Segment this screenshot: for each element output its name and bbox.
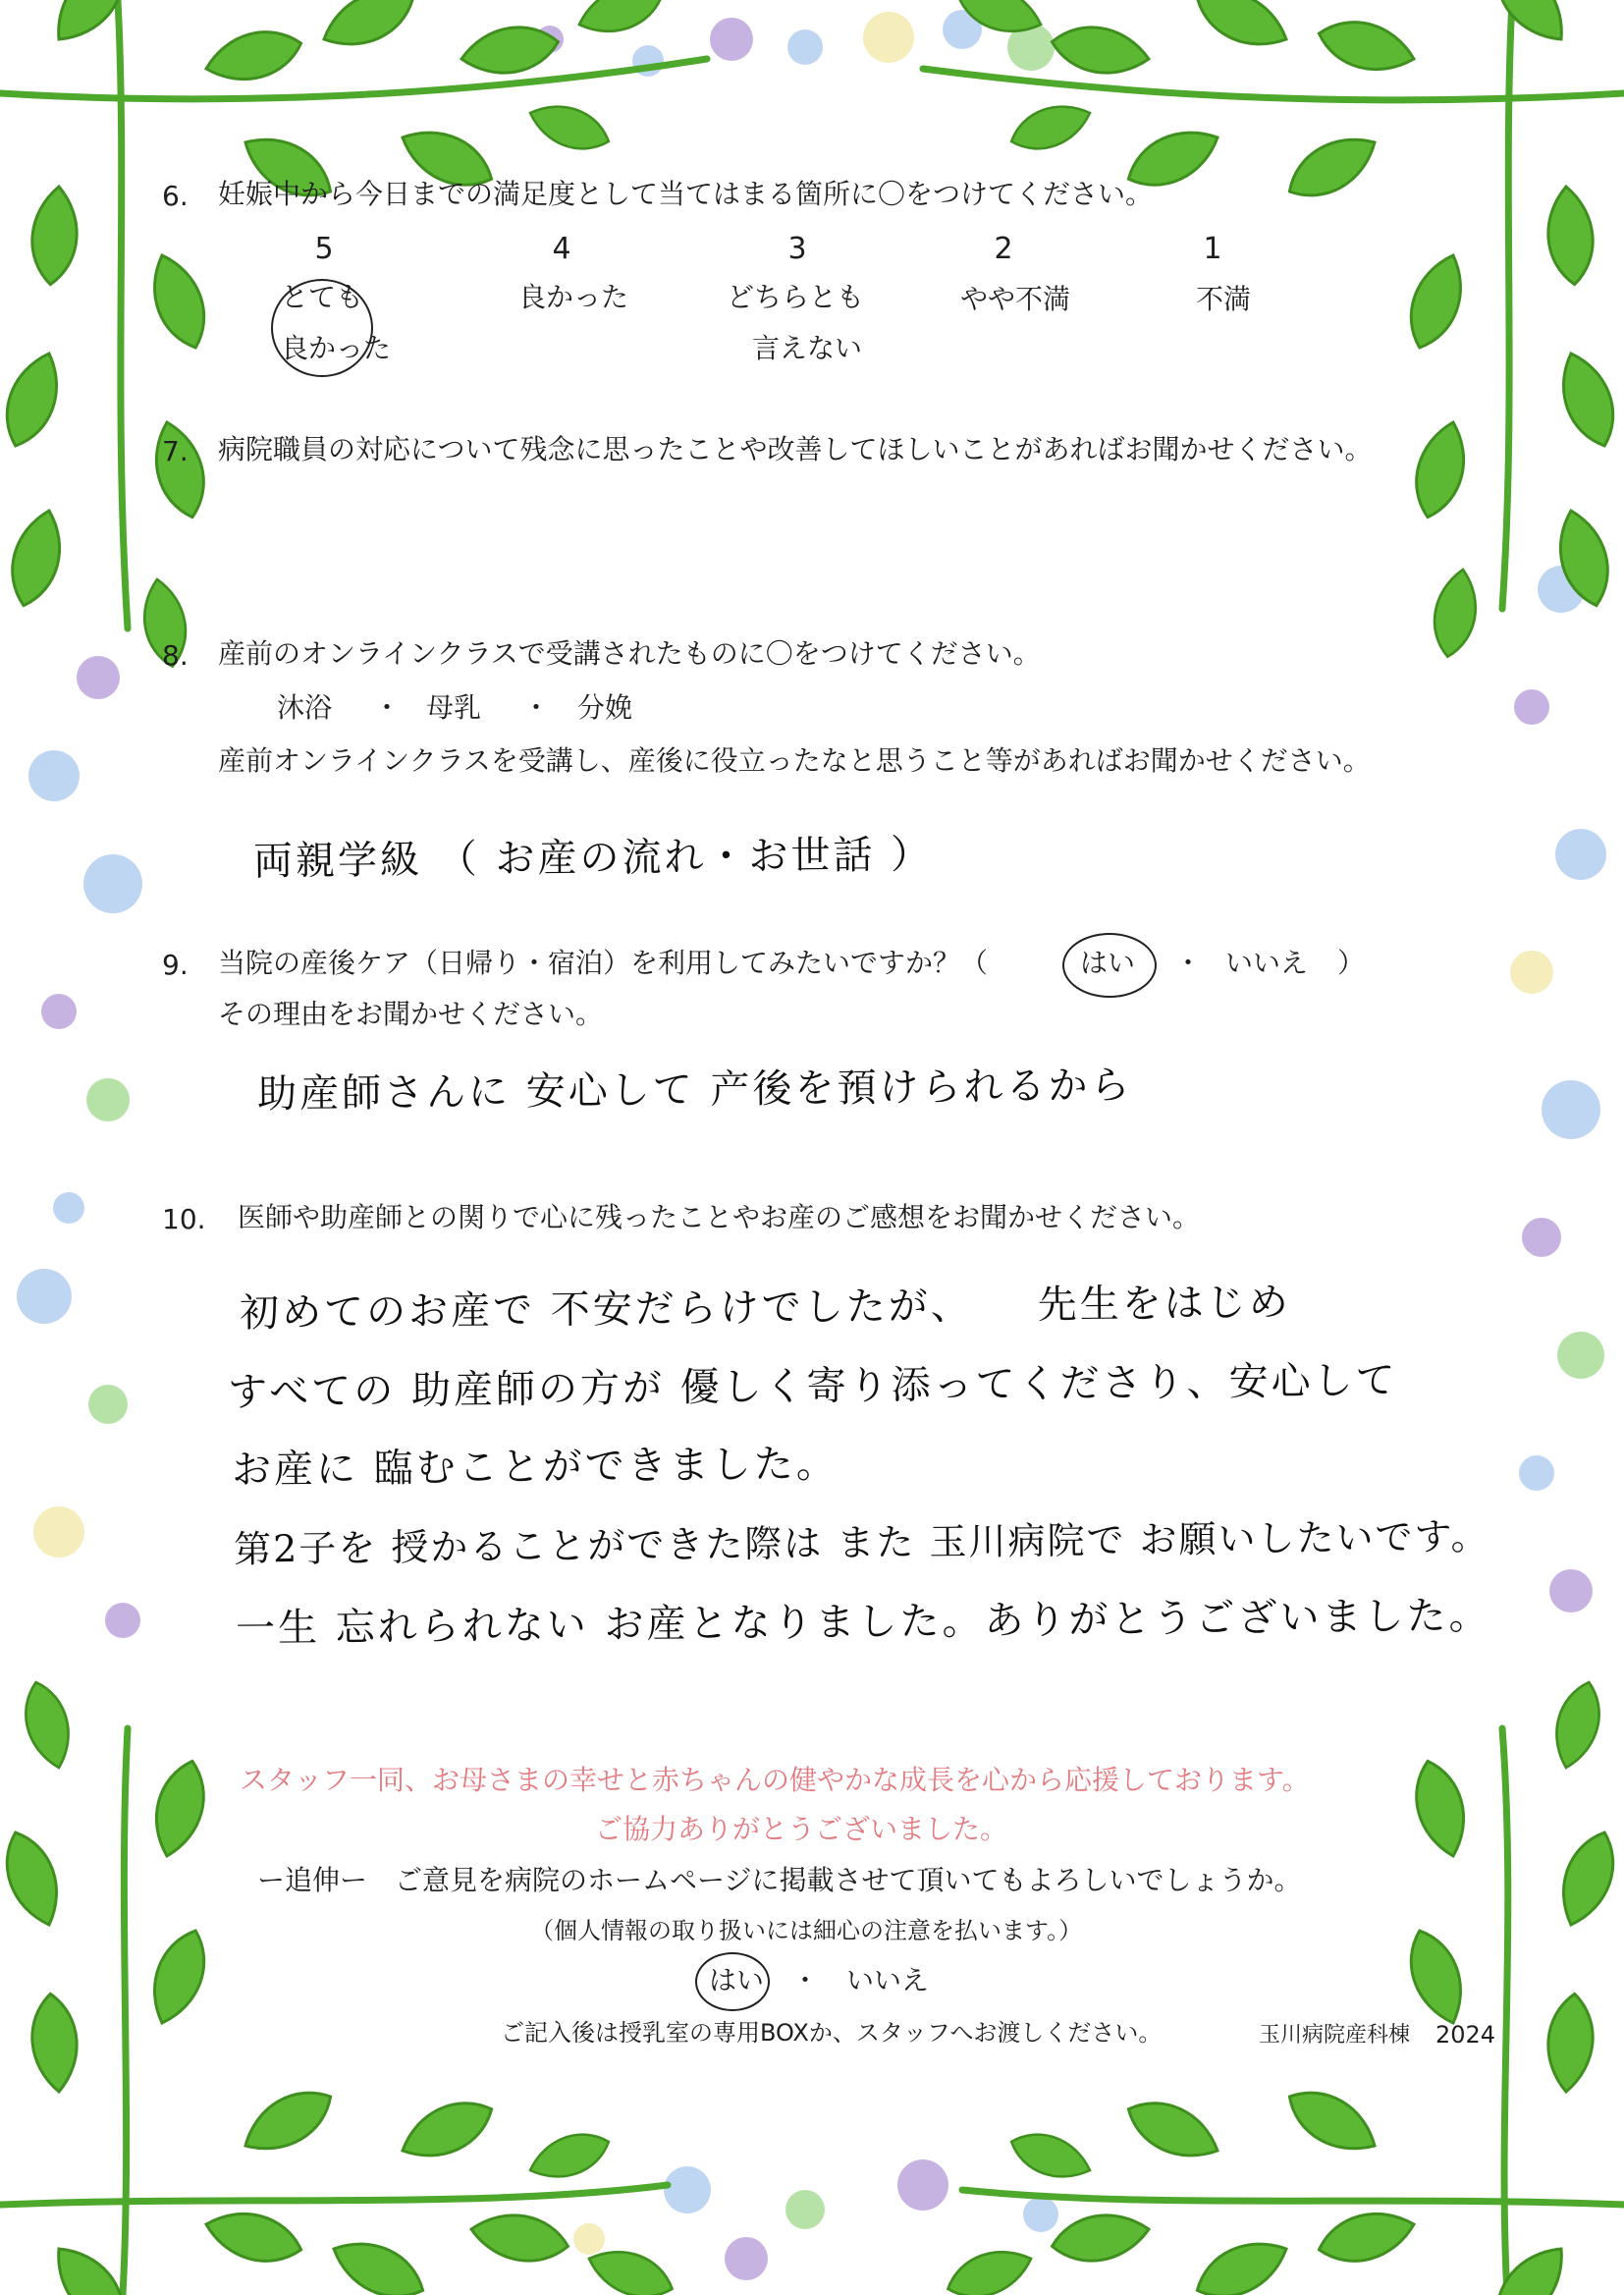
q8-sep-1: ・ (373, 691, 402, 724)
q8-handwritten-answer: 両親学級 （ お産の流れ・お世話 ） (252, 832, 934, 885)
q10-answer-line-4: 第2子を 授かることができた際は また 玉川病院で お願いしたいです。 (233, 1514, 1490, 1571)
q8-option-delivery: 分娩 (577, 691, 633, 724)
footer-sep: ・ (791, 1964, 820, 1996)
q9-no: いいえ (1225, 947, 1309, 979)
footer-selected-circle (695, 1952, 770, 2011)
q9-yes: はい (1080, 947, 1136, 979)
q9-number: 9. (162, 949, 189, 981)
q10-answer-line-1: 初めてのお産で 不安だらけでしたが、 先生をはじめ (239, 1280, 1291, 1337)
q6-question: 妊娠中から今日までの満足度として当てはまる箇所に〇をつけてください。 (218, 178, 1154, 210)
q8-question: 産前のオンラインクラスで受講されたものに〇をつけてください。 (218, 637, 1041, 670)
q8-option-breastfeeding: 母乳 (426, 691, 482, 724)
scale-1-number: 1 (1203, 232, 1222, 266)
footer-year: 2024 (1435, 2021, 1496, 2049)
scale-5-label-line1: とても (281, 281, 364, 313)
q9-sep: ・ (1174, 947, 1203, 979)
footer-instruction: ご記入後は授乳室の専用BOXか、スタッフへお渡しください。 (501, 2019, 1163, 2047)
q8-number: 8. (162, 639, 189, 672)
q8-option-bath: 沐浴 (277, 691, 333, 724)
scale-2-number: 2 (994, 232, 1013, 266)
q8-subquestion: 産前オンラインクラスを受講し、産後に役立ったなと思うこと等があればお聞かせください。 (218, 744, 1371, 777)
q10-answer-line-2: すべての 助産師の方が 優しく寄り添ってくださり、安心して (227, 1357, 1398, 1416)
footer-no: いいえ (846, 1964, 930, 1996)
scale-3-label-line1: どちらとも (727, 281, 865, 313)
scale-2-label: やや不満 (960, 283, 1071, 315)
q10-answer-line-5: 一生 忘れられない お産となりました。ありがとうございました。 (235, 1593, 1491, 1652)
footer-yes: はい (709, 1964, 765, 1996)
q10-number: 10. (162, 1203, 206, 1235)
q10-question: 医師や助産師との関りで心に残ったことやお産のご感想をお聞かせください。 (238, 1201, 1201, 1233)
q10-answer-line-3: お産に 臨むことができました。 (231, 1441, 839, 1494)
scale-5-number: 5 (314, 232, 334, 266)
q9-handwritten-answer: 助産師さんに 安心して 产後を預けられるから (256, 1063, 1133, 1118)
q8-sep-2: ・ (522, 691, 551, 724)
footer-privacy-note: （個人情報の取り扱いには細心の注意を払います。） (530, 1917, 1083, 1944)
q9-question: 当院の産後ケア（日帰り・宿泊）を利用してみたいですか？（ (218, 947, 989, 979)
footer-organization: 玉川病院産科棟 (1259, 2023, 1411, 2048)
q9-subquestion: その理由をお聞かせください。 (218, 998, 604, 1030)
scale-3-label-line2: 言えない (752, 332, 863, 364)
scale-4-number: 4 (552, 232, 571, 266)
q6-number: 6. (162, 180, 189, 212)
footer-thanks-short: ご協力ありがとうございました。 (595, 1813, 1008, 1845)
q7-question: 病院職員の対応について残念に思ったことや改善してほしいことがあればお聞かせください。 (218, 433, 1373, 465)
footer-thanks-message: スタッフ一同、お母さまの幸せと赤ちゃんの健やかな成長を心から応援しております。 (240, 1764, 1310, 1796)
q9-selected-circle (1062, 933, 1157, 998)
q9-close-paren: ） (1337, 947, 1366, 979)
selected-circle-mark (271, 279, 373, 377)
scale-1-label: 不満 (1196, 283, 1252, 315)
q7-number: 7. (162, 435, 189, 467)
scale-3-number: 3 (787, 232, 807, 266)
footer-postscript: ー追伸ー ご意見を病院のホームページに掲載させて頂いてもよろしいでしょうか。 (257, 1864, 1302, 1896)
scale-4-label: 良かった (518, 281, 629, 313)
scale-5-label-line2: 良かった (281, 332, 392, 364)
